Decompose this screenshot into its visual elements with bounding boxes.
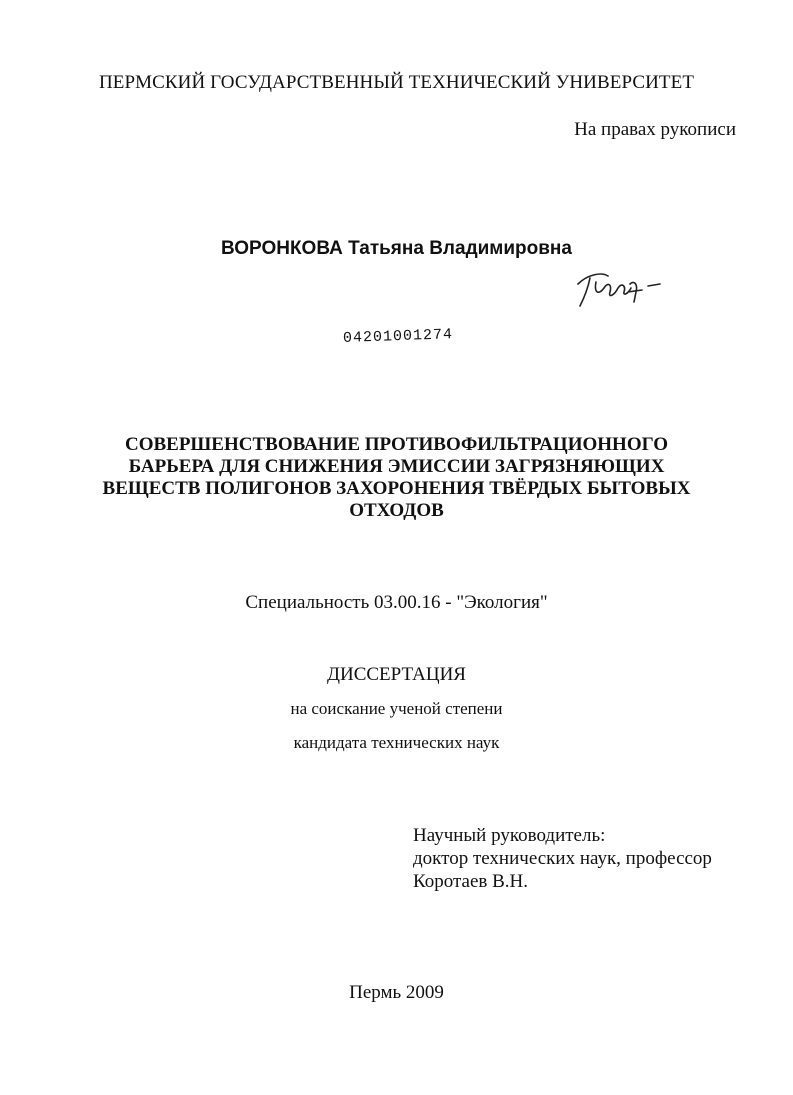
author-name: ВОРОНКОВА Татьяна Владимировна bbox=[221, 238, 572, 259]
supervisor-block bbox=[413, 824, 712, 893]
city-year: Пермь 2009 bbox=[349, 982, 444, 1003]
title-line: ВЕЩЕСТВ ПОЛИГОНОВ ЗАХОРОНЕНИЯ ТВЁРДЫХ БЫТОВЫХ bbox=[102, 478, 691, 499]
title-line: ОТХОДОВ bbox=[349, 500, 444, 521]
supervisor-credentials: доктор технических наук, профессор bbox=[413, 848, 712, 869]
manuscript-rights-note: На правах рукописи bbox=[574, 119, 736, 140]
title-line: БАРЬЕРА ДЛЯ СНИЖЕНИЯ ЭМИССИИ ЗАГРЯЗНЯЮЩИХ bbox=[128, 456, 665, 477]
specialty: Специальность 03.00.16 - "Экология" bbox=[245, 592, 548, 613]
registration-code: 04201001274 bbox=[342, 326, 454, 347]
university-name: ПЕРМСКИЙ ГОСУДАРСТВЕННЫЙ ТЕХНИЧЕСКИЙ УНИВЕРСИТЕТ bbox=[98, 72, 695, 93]
supervisor-name: Коротаев В.Н. bbox=[413, 871, 528, 892]
degree-line-2: кандидата технических наук bbox=[293, 733, 500, 752]
supervisor-label: Научный руководитель: bbox=[413, 825, 606, 846]
dissertation-title bbox=[0, 434, 793, 522]
title-line: СОВЕРШЕНСТВОВАНИЕ ПРОТИВОФИЛЬТРАЦИОННОГО bbox=[124, 434, 668, 455]
degree-line-1: на соискание ученой степени bbox=[290, 699, 503, 718]
handwritten-signature bbox=[568, 262, 668, 318]
document-type: ДИССЕРТАЦИЯ bbox=[327, 664, 466, 685]
